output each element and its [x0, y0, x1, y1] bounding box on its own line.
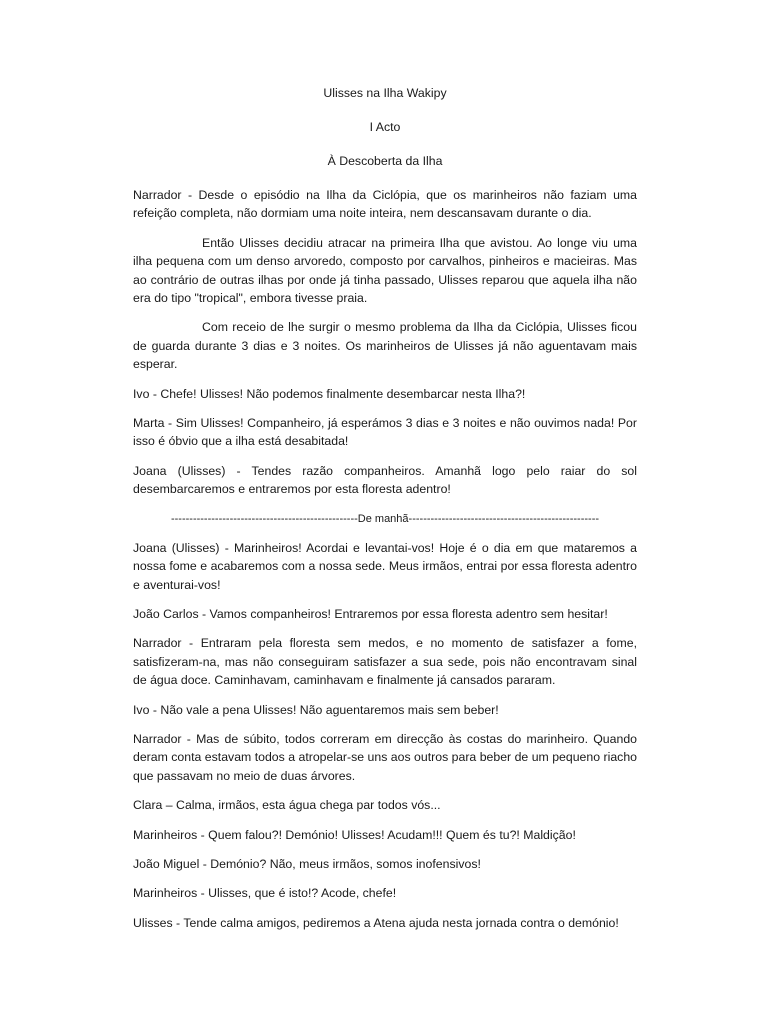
paragraph: Narrador - Entraram pela floresta sem medos, e no momento de satisfazer a fome, satisfizeram-na, mas não conseguiram satisfazer a sua sede, pois não encontravam sinal de água doce. Caminhavam, caminhavam e finalmente já cansados pararam. [133, 636, 637, 688]
dialogue-line: Clara – Calma, irmãos, esta água chega par todos vós... [133, 798, 441, 813]
document-title: Ulisses na Ilha Wakipy [323, 86, 447, 100]
dialogue-line: João Miguel - Demónio? Não, meus irmãos, somos inofensivos! [133, 856, 481, 871]
dialogue-line: Joana (Ulisses) - Marinheiros! Acordai e levantai-vos! Hoje é o dia em que mataremos a nossa fome e acabaremos com a nossa sede. Meus irmãos, entrai por essa floresta adentro e aventurai-vos! [133, 540, 637, 592]
paragraph: Narrador - Desde o episódio na Ilha da Ciclópia, que os marinheiros não faziam uma refeição completa, não dormiam uma noite inteira, nem descansavam durante o dia. [133, 188, 637, 221]
dialogue-line: João Carlos - Vamos companheiros! Entraremos por essa floresta adentro sem hesitar! [133, 606, 608, 621]
scene-separator: ---------------------------------------------------De manhã---------------------------------------------------- [170, 512, 600, 525]
scene-heading: À Descoberta da Ilha [327, 154, 443, 168]
dialogue-line: Ivo - Não vale a pena Ulisses! Não aguentaremos mais sem beber! [133, 702, 499, 717]
paragraph: Com receio de lhe surgir o mesmo problema da Ilha da Ciclópia, Ulisses ficou de guarda durante 3 dias e 3 noites. Os marinheiros de Ulisses já não aguentavam mais esperar. [133, 320, 637, 372]
dialogue-line: Ivo - Chefe! Ulisses! Não podemos finalmente desembarcar nesta Ilha?! [133, 386, 526, 401]
act-heading: I Acto [369, 120, 401, 134]
dialogue-line: Marta - Sim Ulisses! Companheiro, já esperámos 3 dias e 3 noites e não ouvimos nada! Por isso é óbvio que a ilha está desabitada! [133, 416, 637, 449]
paragraph: Narrador - Mas de súbito, todos correram em direcção às costas do marinheiro. Quando deram conta estavam todos a atropelar-se uns aos outros para beber de um pequeno riacho que passavam no meio de duas árvores. [133, 731, 637, 783]
dialogue-line: Marinheiros - Quem falou?! Demónio! Ulisses! Acudam!!! Quem és tu?! Maldição! [133, 827, 576, 842]
dialogue-line: Marinheiros - Ulisses, que é isto!? Acode, chefe! [133, 886, 397, 901]
dialogue-line: Ulisses - Tende calma amigos, pediremos a Atena ajuda nesta jornada contra o demónio! [133, 915, 619, 930]
dialogue-line: Joana (Ulisses) - Tendes razão companheiros. Amanhã logo pelo raiar do sol desembarcaremos e entraremos por esta floresta adentro! [133, 463, 637, 497]
paragraph: Então Ulisses decidiu atracar na primeira Ilha que avistou. Ao longe viu uma ilha pequena com um denso arvoredo, composto por carvalhos, pinheiros e macieiras. Mas ao contrário de outras ilhas por onde já tinha passado, Ulisses reparou que aquela ilha não era do tipo "tropical", embora tivesse praia. [133, 235, 637, 306]
